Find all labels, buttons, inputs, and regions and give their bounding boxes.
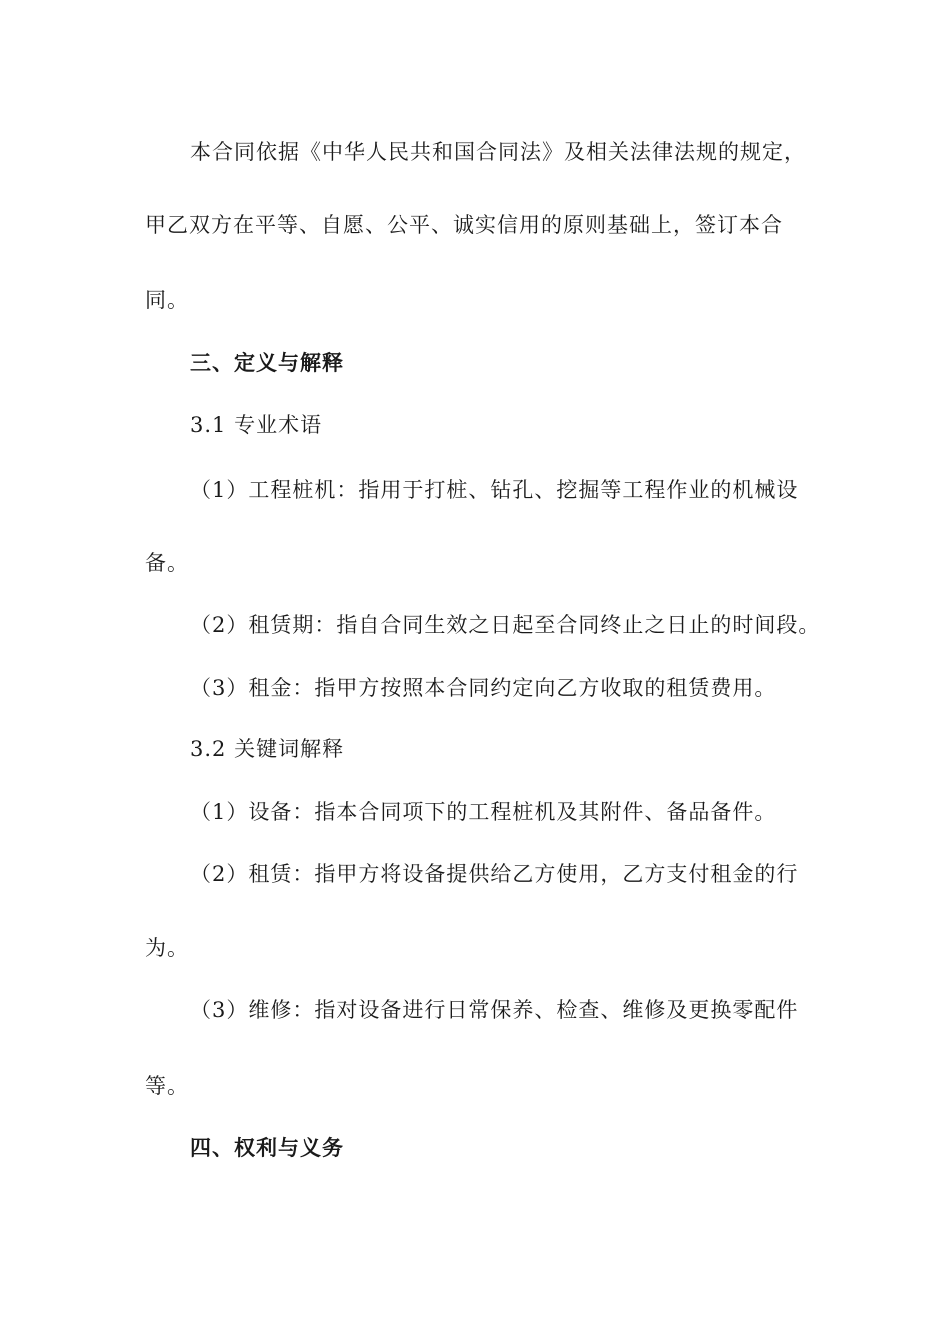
section-heading-rights-obligations: 四、权利与义务 xyxy=(190,1136,344,1160)
intro-paragraph-line: 同。 xyxy=(145,288,189,312)
subsection-title-keywords: 3.2 关键词解释 xyxy=(190,737,345,761)
definition-item-line: （2）租赁：指甲方将设备提供给乙方使用，乙方支付租金的行 xyxy=(190,862,799,886)
definition-item-line: （1）工程桩机：指用于打桩、钻孔、挖掘等工程作业的机械设 xyxy=(190,478,799,502)
definition-item-line: 等。 xyxy=(145,1074,189,1098)
intro-paragraph-line: 本合同依据《中华人民共和国合同法》及相关法律法规的规定， xyxy=(190,140,806,164)
definition-item-line: （1）设备：指本合同项下的工程桩机及其附件、备品备件。 xyxy=(190,800,777,824)
definition-item-line: 备。 xyxy=(145,551,189,575)
section-heading-definitions: 三、定义与解释 xyxy=(190,351,344,375)
intro-paragraph-line: 甲乙双方在平等、自愿、公平、诚实信用的原则基础上，签订本合 xyxy=(145,213,783,237)
definition-item-line: （3）租金：指甲方按照本合同约定向乙方收取的租赁费用。 xyxy=(190,676,777,700)
definition-item-line: （3）维修：指对设备进行日常保养、检查、维修及更换零配件 xyxy=(190,998,799,1022)
definition-item-line: （2）租赁期：指自合同生效之日起至合同终止之日止的时间段。 xyxy=(190,613,821,637)
definition-item-line: 为。 xyxy=(145,936,189,960)
subsection-title-terms: 3.1 专业术语 xyxy=(190,413,323,437)
